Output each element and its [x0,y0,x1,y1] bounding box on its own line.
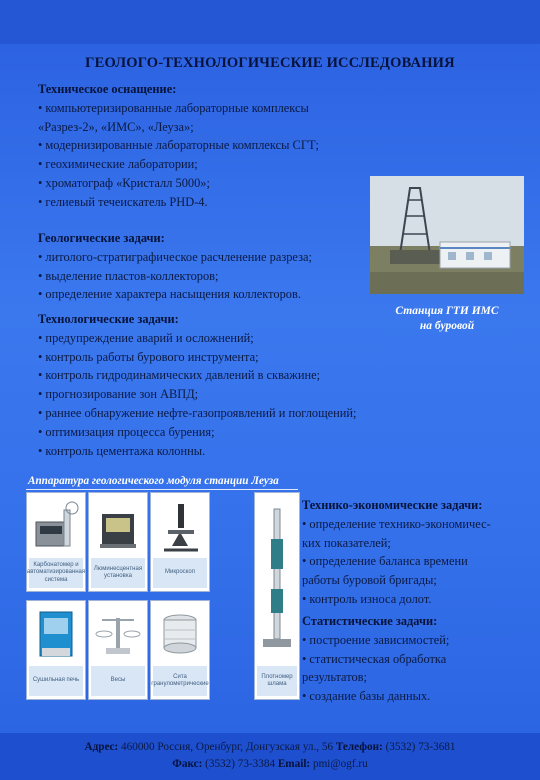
technology-heading: Технологические задачи: [38,312,179,326]
apparatus-cell [88,492,148,592]
apparatus-label: Плотномер шлама [257,666,297,696]
apparatus-cell [26,492,86,592]
equipment-line: • модернизированные лабораторные комплексы СГТ; [38,138,319,153]
apparatus-grid [26,492,300,702]
footer-address-line [0,741,540,753]
geology-section [38,229,312,304]
statistics-section [302,612,449,706]
economics-section [302,496,491,609]
apparatus-divider [26,489,298,490]
microscope-icon [154,496,206,554]
phone-value: (3532) 73-3681 [385,741,456,753]
apparatus-label: Сита гранулометрические [153,666,207,696]
economics-line: • определение баланса времени [302,554,468,569]
apparatus-label: Микроскоп [153,558,207,588]
statistics-line: • статистическая обработка [302,651,447,666]
apparatus-cell-tall [254,492,300,700]
economics-heading: Технико-экономические задачи: [302,498,483,512]
photo-caption-line: Станция ГТИ ИМС [395,305,499,317]
geology-heading: Геологические задачи: [38,231,165,245]
luminescent-unit-icon [92,496,144,554]
address-label: Адрес: [84,741,119,753]
economics-line: • контроль износа долот. [302,591,432,606]
apparatus-label: Карбонатомер и автоматизированная система [29,558,83,588]
photo-caption-line: на буровой [419,320,475,332]
statistics-line: • создание базы данных. [302,689,431,704]
technology-line: • контроль цементажа колонны. [38,443,206,458]
statistics-line: результатов; [302,670,367,685]
equipment-line: • хроматограф «Кристалл 5000»; [38,175,210,190]
equipment-line: • компьютеризированные лабораторные комплексы [38,100,309,115]
geology-line: • определение характера насыщения коллекторов. [38,287,301,302]
economics-line: • определение технико-экономичес- [302,516,491,531]
technology-line: • раннее обнаружение нефте-газопроявлений и поглощений; [38,405,357,420]
geology-line: • выделение пластов-коллекторов; [38,268,219,283]
apparatus-label: Сушильная печь [29,666,83,696]
apparatus-cell [150,492,210,592]
fax-label: Факс: [172,758,203,770]
footer-contact-line [0,758,540,770]
carbonatometer-icon [30,496,82,554]
technology-line: • оптимизация процесса бурения; [38,424,215,439]
equipment-heading: Техническое оснащение: [38,82,177,96]
apparatus-label: Весы [91,666,145,696]
footer [0,733,540,780]
email-link[interactable]: pmi@ogf.ru [312,758,368,770]
technology-line: • прогнозирование зон АВПД; [38,387,199,402]
statistics-heading: Статистические задачи: [302,614,438,628]
equipment-line: «Разрез-2», «ИМС», «Леуза»; [38,119,194,134]
equipment-line: • гелиевый течеискатель PHD-4. [38,194,208,209]
equipment-section [38,80,319,212]
drying-oven-icon [30,604,82,662]
technology-section [38,310,357,460]
scales-icon [92,604,144,662]
geology-line: • литолого-стратиграфическое расчленение разреза; [38,249,312,264]
technology-line: • контроль работы бурового инструмента; [38,349,259,364]
drilling-station-photo [370,176,524,294]
address-value: 460000 Россия, Оренбург, Донгузская ул., 56 [121,741,334,753]
photo-caption [372,304,522,334]
sieves-icon [154,604,206,662]
technology-line: • предупреждение аварий и осложнений; [38,330,254,345]
apparatus-caption: Аппаратура геологического модуля станции Леуза [28,475,279,487]
phone-label: Телефон: [335,741,383,753]
equipment-line: • геохимические лаборатории; [38,157,198,172]
apparatus-cell [150,600,210,700]
apparatus-cell [26,600,86,700]
page-title: ГЕОЛОГО-ТЕХНОЛОГИЧЕСКИЕ ИССЛЕДОВАНИЯ [85,55,455,71]
density-meter-icon [257,499,297,659]
fax-value: (3532) 73-3384 [205,758,276,770]
statistics-line: • построение зависимостей; [302,632,450,647]
economics-line: работы буровой бригады; [302,573,437,588]
top-band [0,0,540,44]
email-label: Email: [277,758,311,770]
economics-line: ких показателей; [302,535,391,550]
apparatus-cell [88,600,148,700]
technology-line: • контроль гидродинамических давлений в скважине; [38,368,321,383]
apparatus-label: Люминесцентная установка [91,558,145,588]
